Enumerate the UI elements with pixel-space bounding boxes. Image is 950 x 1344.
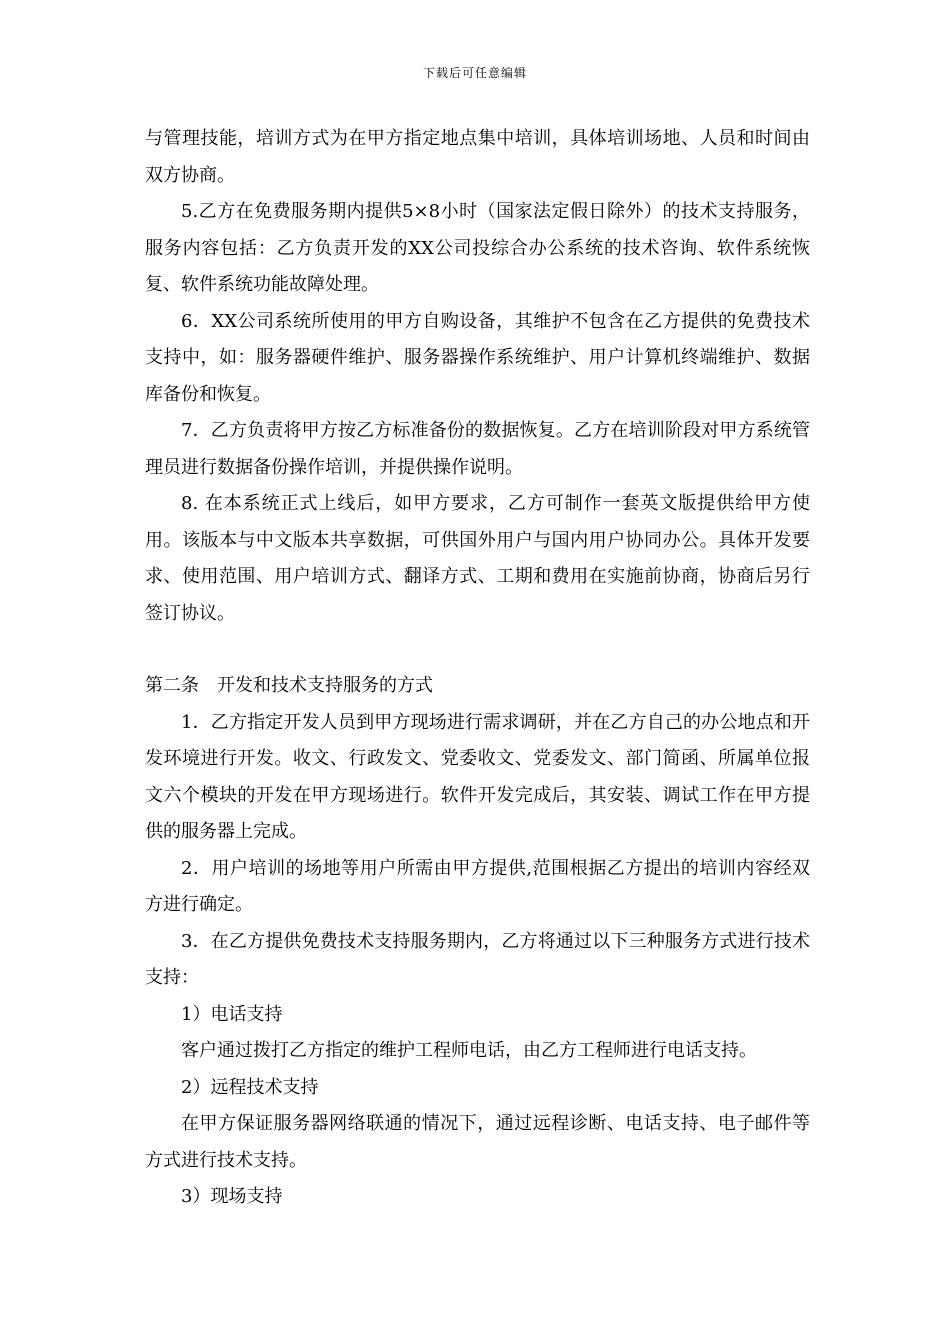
support-2-text: 在甲方保证服务器网络联通的情况下，通过远程诊断、电话支持、电子邮件等方式进行技术支持。 — [145, 1113, 810, 1171]
document-body — [145, 121, 810, 1216]
clause-item-6: 6．XX公司系统所使用的甲方自购设备，其维护不包含在乙方提供的免费技术支持中，如：服务器硬件维护、服务器操作系统维护、用户计算机终端维护、数据库备份和恢复。 — [145, 310, 810, 405]
clause-item-5: 5.乙方在免费服务期内提供5×8小时（国家法定假日除外）的技术支持服务，服务内容包括：乙方负责开发的XX公司投综合办公系统的技术咨询、软件系统恢复、软件系统功能故障处理。 — [145, 201, 810, 295]
clause-item-7: 7．乙方负责将甲方按乙方标准备份的数据恢复。乙方在培训阶段对甲方系统管理员进行数据备份操作培训，并提供操作说明。 — [145, 420, 810, 478]
section-2-item-2: 2．用户培训的场地等用户所需由甲方提供,范围根据乙方提出的培训内容经双方进行确定。 — [145, 857, 810, 915]
support-3-heading: 3）现场支持 — [181, 1186, 283, 1207]
support-1-text: 客户通过拨打乙方指定的维护工程师电话，由乙方工程师进行电话支持。 — [181, 1040, 757, 1061]
page-header-note: 下载后可任意编辑 — [422, 66, 527, 80]
paragraph-training-continuation: 与管理技能，培训方式为在甲方指定地点集中培训，具体培训场地、人员和时间由双方协商。 — [145, 128, 810, 186]
section-2-heading: 第二条 开发和技术支持服务的方式 — [145, 675, 433, 696]
section-2-item-3: 3．在乙方提供免费技术支持服务期内，乙方将通过以下三种服务方式进行技术支持： — [145, 930, 810, 988]
support-1-heading: 1）电话支持 — [181, 1003, 283, 1025]
support-2-heading: 2）远程技术支持 — [181, 1076, 319, 1098]
clause-item-8: 8. 在本系统正式上线后，如甲方要求，乙方可制作一套英文版提供给甲方使用。该版本与中文版本共享数据，可供国外用户与国内用户协同办公。具体开发要求、使用范围、用户培训方式、翻译方式、工期和费用在实施前协商，协商后另行签订协议。 — [145, 493, 810, 624]
section-2-item-1: 1．乙方指定开发人员到甲方现场进行需求调研，并在乙方自己的办公地点和开发环境进行开发。收文、行政发文、党委收文、党委发文、部门简函、所属单位报文六个模块的开发在甲方现场进行。软件开发完成后，其安装、调试工作在甲方提供的服务器上完成。 — [145, 711, 810, 842]
